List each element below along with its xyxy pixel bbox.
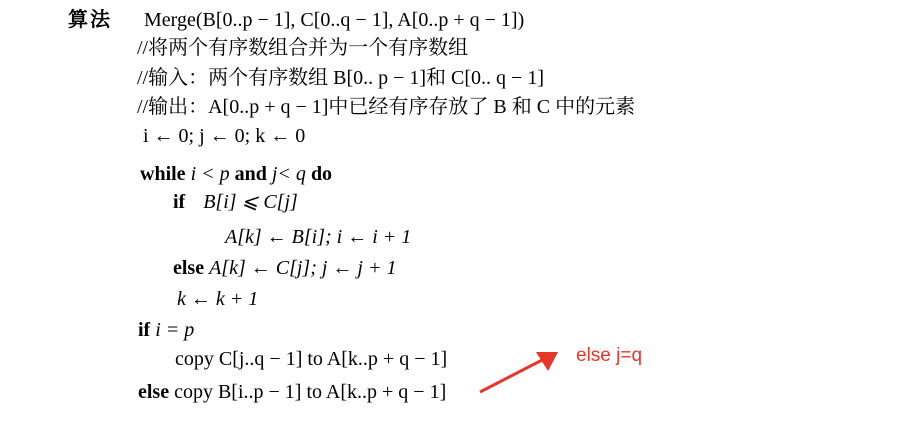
while-condition-1: i < p [190, 163, 230, 185]
algorithm-signature: Merge(B[0..p − 1], C[0..q − 1], A[0..p + q − 1]) [144, 9, 525, 31]
init-line: i ← 0; j ← 0; k ← 0 [143, 125, 306, 147]
if-body-statement: A[k] ← B[i]; i ← i + 1 [225, 226, 412, 248]
while-line [140, 162, 332, 186]
and-keyword: and [234, 163, 267, 185]
else-keyword: else [173, 257, 205, 279]
annotation-note: else j=q [576, 345, 643, 366]
copy-c-line: copy C[j..q − 1] to A[k..p + q − 1] [175, 348, 448, 370]
if-keyword: if [173, 191, 186, 213]
if2-condition: i = p [155, 319, 195, 341]
if2-keyword: if [138, 319, 151, 341]
while-keyword: while [140, 163, 186, 185]
if-i-equals-p-line [138, 318, 194, 342]
k-increment: k ← k + 1 [177, 288, 259, 310]
if-condition: B[i] ⩽ C[j] [203, 191, 298, 213]
while-condition-2: j< q [271, 163, 306, 185]
else-body-statement: A[k] ← C[j]; j ← j + 1 [209, 257, 397, 279]
else2-keyword: else [138, 381, 170, 403]
k-increment-line [177, 287, 258, 311]
signature-line [68, 8, 524, 32]
algorithm-heading: 算法 [68, 9, 112, 31]
if-body [225, 225, 411, 249]
comment-output: //输出：A[0..p + q − 1]中已经有序存放了 B 和 C 中的元素 [137, 96, 636, 118]
comment-purpose: //将两个有序数组合并为一个有序数组 [137, 37, 469, 59]
do-keyword: do [310, 163, 333, 185]
else-line [173, 256, 397, 280]
copy-b-statement: copy B[i..p − 1] to A[k..p + q − 1] [174, 381, 447, 403]
if-line [173, 190, 298, 214]
comment-input: //输入：两个有序数组 B[0.. p − 1]和 C[0.. q − 1] [137, 67, 544, 89]
else-copy-line [138, 380, 446, 404]
